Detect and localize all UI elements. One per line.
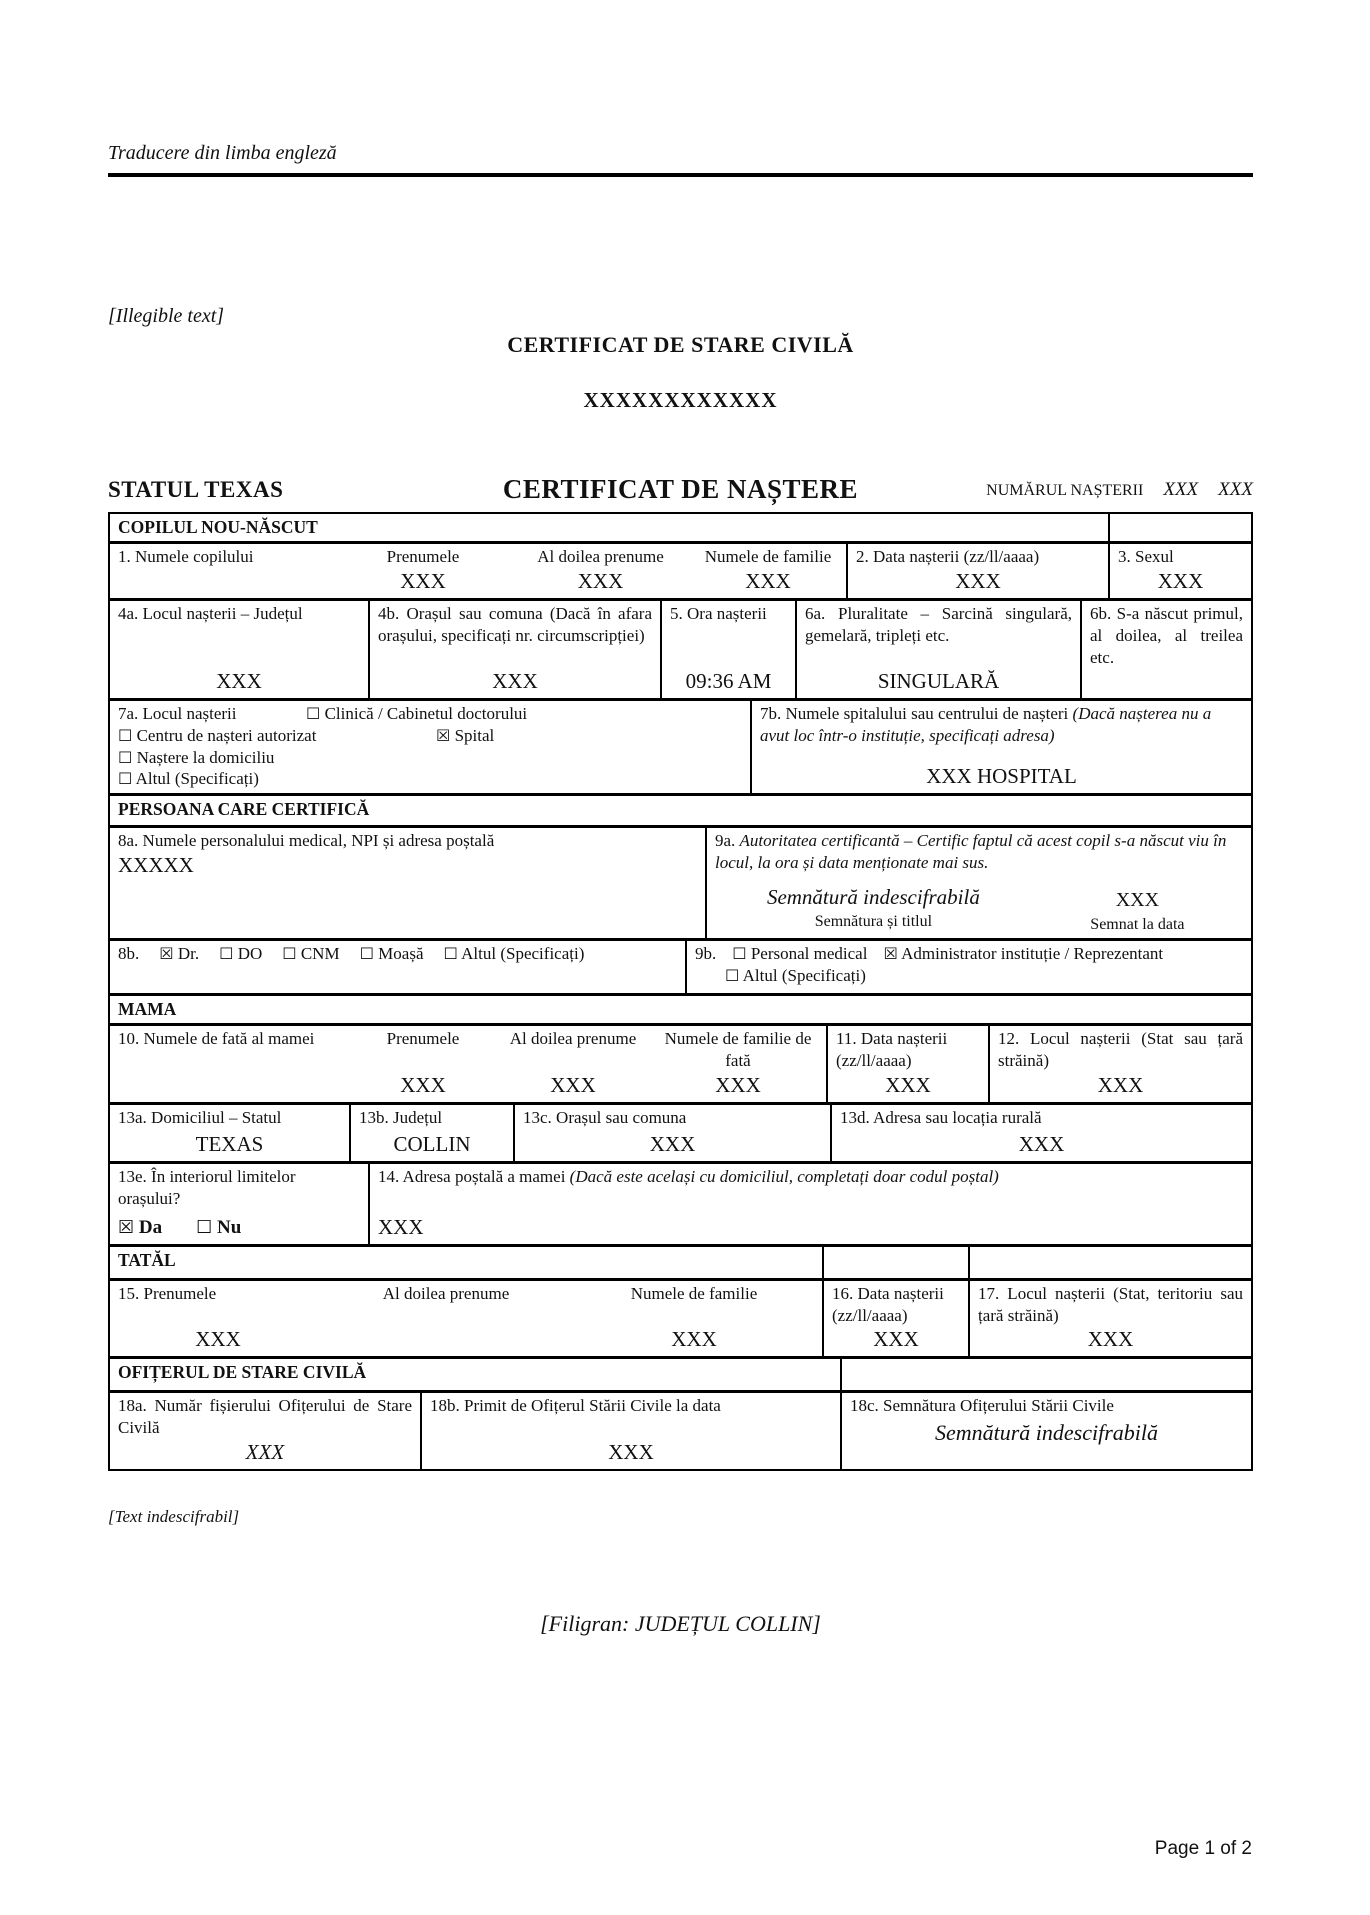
masked-subtitle: XXXXXXXXXXXX [583,388,778,412]
field-7b-value: XXX HOSPITAL [926,764,1077,789]
row-child-name [110,541,1251,598]
field-11-cell [826,1026,988,1101]
section-title-certifier: PERSOANA CARE CERTIFICĂ [118,799,370,820]
field-18c-label: 18c. Semnătura Ofițerului Stării Civile [850,1396,1114,1416]
row-certifier-type [110,938,1251,993]
field-15-middle-name-col [318,1283,574,1353]
field-14-cell [368,1164,1251,1244]
field-1-col1-label: Prenumele [386,547,460,567]
field-13e-option-yes: ☒ Da [118,1217,163,1239]
field-11-label-line1: 11. Data nașterii [836,1029,948,1049]
field-7a-option-birth-center: ☐ Centru de nașteri autorizat [118,725,317,745]
signature-date-value: XXX [1115,888,1160,911]
field-16-label-line2: (zz/ll/aaaa) [832,1305,908,1325]
certificate-header-row [108,463,1253,503]
document-page [108,142,1253,1637]
field-18a-label: 18a. Număr fișierului Ofițerului de Stare Civilă [118,1396,412,1437]
state-label: STATUL TEXAS [108,477,284,502]
checkbox-unchecked-icon: ☐ [118,747,133,767]
field-14-value: XXX [378,1214,424,1239]
field-8a-value: XXXXX [118,852,194,877]
field-7a-label: 7a. Locul nașterii [118,704,237,724]
field-13c-value: XXX [649,1131,696,1156]
field-1-middle-name-col [503,546,698,595]
field-8b-cell [110,941,685,993]
field-13c-cell [513,1105,830,1161]
field-8b-option-other: ☐ Altul (Specificați) [443,944,585,964]
section-child-empty-cell [1108,514,1251,541]
field-4b-cell [368,601,660,698]
section-title-father: TATĂL [118,1249,176,1270]
field-8b-label: 8b. [118,944,140,964]
field-1-cell [110,544,846,598]
section-title-child: COPILUL NOU-NĂSCUT [118,517,318,537]
field-2-label: 2. Data nașterii (zz/ll/aaaa) [856,547,1040,567]
checkbox-checked-icon: ☒ [159,944,174,964]
field-7a-cell [110,701,750,793]
field-1-label: 1. Numele copilului [118,547,254,567]
field-13c-label: 13c. Orașul sau comuna [523,1107,687,1127]
field-15-first-name-col [118,1283,318,1353]
field-9a-signature-row [715,884,1243,935]
field-4a-cell [110,601,368,698]
checkbox-unchecked-icon: ☐ [443,944,458,964]
checkbox-unchecked-icon: ☐ [282,944,297,964]
field-13d-value: XXX [1018,1131,1065,1156]
field-6a-value: SINGULARĂ [877,669,1000,694]
field-15-value-3: XXX [671,1327,717,1352]
field-12-label: 12. Locul nașterii (Stat sau țară străină) [998,1029,1243,1071]
field-3-label: 3. Sexul [1118,547,1174,567]
field-1-last-name-col [698,546,838,595]
field-9b-label: 9b. [695,944,717,964]
row-birth-facility [110,698,1251,793]
field-8b-option-midwife: ☐ Moașă [359,944,424,964]
field-18a-value: XXX [245,1439,285,1464]
field-11-value: XXX [885,1072,931,1097]
field-13e-cell [110,1164,368,1244]
field-7a-option-hospital: ☒ Spital [436,725,495,745]
field-1-col2-label: Al doilea prenume [537,547,664,567]
illegible-text-note: [Illegible text] [108,305,225,327]
row-mother-name [110,1023,1251,1101]
field-10-label: 10. Numele de fată al mamei [118,1029,315,1049]
field-9b-cell [685,941,1251,993]
field-1-value-2: XXX [577,569,624,594]
section-title-mother: MAMA [118,999,177,1020]
row-mother-address [110,1161,1251,1244]
field-6a-cell [795,601,1080,698]
field-5-label: 5. Ora nașterii [670,604,767,624]
field-8a-cell [110,828,705,938]
signature-illegible: Semnătură indescifrabilă [766,884,980,909]
birth-number-value-1: XXX [1163,479,1199,500]
birth-certificate-title: CERTIFICAT DE NAȘTERE [502,474,859,504]
field-10-cell [110,1026,826,1101]
field-1-value-1: XXX [400,569,446,594]
field-13d-label: 13d. Adresa sau locația rurală [840,1107,1042,1127]
field-10-value-2: XXX [550,1072,596,1097]
field-7a-option-home-birth: ☐ Naștere la domiciliu [118,747,275,767]
watermark-note: [Filigran: JUDEȚUL COLLIN] [540,1610,821,1636]
field-8b-option-dr: ☒ Dr. [159,944,200,964]
field-12-cell [988,1026,1251,1101]
field-14-label: 14. Adresa poștală a mamei (Dacă este același cu domiciliul, completați doar codul poștal) [378,1166,999,1186]
signature-date-label: Semnat la data [1090,915,1185,933]
section-row-registrar [110,1356,1251,1390]
section-registrar-empty-cell [840,1359,1251,1390]
field-4a-label: 4a. Locul nașterii – Județul [118,604,303,624]
header-rule [108,173,1253,177]
signature-title-label: Semnătura și titlul [814,912,933,930]
row-registrar [110,1390,1251,1468]
checkbox-unchecked-icon: ☐ [118,769,133,789]
field-16-value: XXX [873,1327,919,1352]
field-15-col1-label: 15. Prenumele [118,1283,217,1303]
field-9b-option-administrator: ☒ Administrator instituție / Reprezentant [883,944,1164,964]
field-5-value: 09:36 AM [685,669,772,694]
field-7b-label-note: (Dacă nașterea nu a avut loc într-o instituție, specificați adresa) [760,704,1212,745]
section-row-certifier [110,793,1251,825]
row-mother-residence [110,1102,1251,1161]
row-father-name [110,1278,1251,1356]
field-9a-certification-text: Autoritatea certificantă – Certific faptul că acest copil s-a născut viu în locul, la ora și data menționate mai sus. [715,831,1227,872]
translation-note: Traducere din limba engleză [108,142,337,164]
field-17-label: 17. Locul nașterii (Stat, teritoriu sau țară străină) [978,1283,1243,1325]
field-10-middle-name-col [488,1028,658,1098]
field-13a-cell [110,1105,349,1161]
field-8b-option-cnm: ☐ CNM [282,944,340,964]
field-15-col2-label: Al doilea prenume [382,1283,510,1303]
field-13d-cell [830,1105,1251,1161]
checkbox-unchecked-icon: ☐ [196,1217,213,1239]
field-14-label-note: (Dacă este același cu domiciliul, completați doar codul poștal) [569,1166,999,1186]
field-1-col3-label: Numele de familie [704,547,832,567]
field-4b-label: 4b. Orașul sau comuna (Dacă în afara orașului, specificați nr. circumscripției) [378,604,652,645]
field-1-value-3: XXX [745,569,791,594]
field-9a-cell [705,828,1251,938]
field-18c-cell [840,1393,1251,1468]
field-1-first-name-col [343,546,503,595]
checkbox-checked-icon: ☒ [118,1217,135,1239]
birth-number [986,479,1253,503]
field-13b-value: COLLIN [393,1131,471,1156]
field-15-col3-label: Numele de familie [630,1283,758,1303]
field-10-col2-label: Al doilea prenume [509,1029,637,1049]
checkbox-unchecked-icon: ☐ [359,944,374,964]
field-13a-label: 13a. Domiciliul – Statul [118,1107,282,1127]
field-15-cell [110,1281,822,1356]
checkbox-checked-icon: ☒ [883,944,898,964]
field-6a-label: 6a. Pluralitate – Sarcină singulară, gemelară, tripleți etc. [805,604,1072,645]
footer-illegible-note: [Text indescifrabil] [108,1506,240,1526]
row-birth-place [110,598,1251,698]
field-13e-option-no: ☐ Nu [196,1217,242,1239]
registrar-signature-illegible: Semnătură indescifrabilă [934,1419,1159,1445]
field-11-label-line2: (zz/ll/aaaa) [836,1051,912,1071]
field-15-last-name-col [574,1283,814,1353]
section-title-registrar: OFIȚERUL DE STARE CIVILĂ [118,1362,367,1383]
field-16-cell [822,1281,968,1356]
field-10-value-3: XXX [715,1072,761,1097]
field-5-cell [660,601,795,698]
field-4a-value: XXX [216,669,262,694]
section-row-child [110,514,1251,541]
field-17-value: XXX [1087,1327,1134,1352]
section-father-empty-cell-1 [822,1247,968,1278]
field-9a-label: 9a. Autoritatea certificantă – Certific faptul că acest copil s-a născut viu în locul, la ora și data menționate mai sus. [715,831,1227,872]
section-father-empty-cell-2 [968,1247,1251,1278]
field-10-col1-label: Prenumele [386,1029,460,1049]
birth-certificate-form [108,512,1253,1471]
field-7a-option-clinic: ☐ Clinică / Cabinetul doctorului [306,704,528,724]
field-9b-option-other: ☐ Altul (Specificați) [725,965,866,985]
field-9b-option-medical-staff: ☐ Personal medical [732,944,868,964]
checkbox-checked-icon: ☒ [436,725,451,745]
field-6b-cell [1080,601,1251,698]
field-13e-label: 13e. În interiorul limitelor orașului? [118,1166,296,1208]
field-7b-cell [750,701,1251,793]
field-18a-cell [110,1393,420,1468]
field-18b-value: XXX [608,1439,654,1464]
field-7a-option-other: ☐ Altul (Specificați) [118,769,259,789]
section-row-mother [110,993,1251,1023]
field-6b-label: 6b. S-a născut primul, al doilea, al treilea etc. [1090,604,1243,667]
checkbox-unchecked-icon: ☐ [118,725,133,745]
checkbox-unchecked-icon: ☐ [219,944,234,964]
field-4b-value: XXX [492,669,538,694]
checkbox-unchecked-icon: ☐ [725,965,740,985]
field-17-cell [968,1281,1251,1356]
checkbox-unchecked-icon: ☐ [732,944,747,964]
page-indicator: Page 1 of 2 [1154,1838,1252,1859]
field-13a-value: TEXAS [195,1131,264,1156]
field-15-value-1: XXX [195,1327,241,1352]
field-12-value: XXX [1097,1072,1144,1097]
field-8b-option-do: ☐ DO [219,944,263,964]
checkbox-unchecked-icon: ☐ [306,704,321,724]
field-8a-label: 8a. Numele personalului medical, NPI și adresa poștală [118,831,495,851]
field-13b-label: 13b. Județul [359,1107,443,1127]
field-10-maiden-name-col [658,1028,818,1098]
birth-number-value-2: XXX [1218,479,1253,500]
birth-number-label: NUMĂRUL NAȘTERII [986,482,1144,499]
field-10-col3-label: Numele de familie de fată [664,1029,812,1071]
field-2-cell [846,544,1108,598]
field-2-value: XXX [955,569,1001,594]
field-16-label-line1: 16. Data nașterii [832,1283,944,1303]
civil-status-title: CERTIFICAT DE STARE CIVILĂ [507,332,854,357]
field-3-value: XXX [1157,569,1204,594]
row-certifier-name [110,825,1251,938]
field-7b-label: 7b. Numele spitalului sau centrului de nașteri (Dacă nașterea nu a avut loc într-o instituție, specificați adresa) [760,704,1212,745]
field-3-cell [1108,544,1251,598]
field-10-value-1: XXX [400,1072,446,1097]
field-18b-cell [420,1393,840,1468]
field-18b-label: 18b. Primit de Ofițerul Stării Civile la data [430,1396,721,1416]
field-10-first-name-col [358,1028,488,1098]
field-13b-cell [349,1105,513,1161]
section-row-father [110,1244,1251,1278]
